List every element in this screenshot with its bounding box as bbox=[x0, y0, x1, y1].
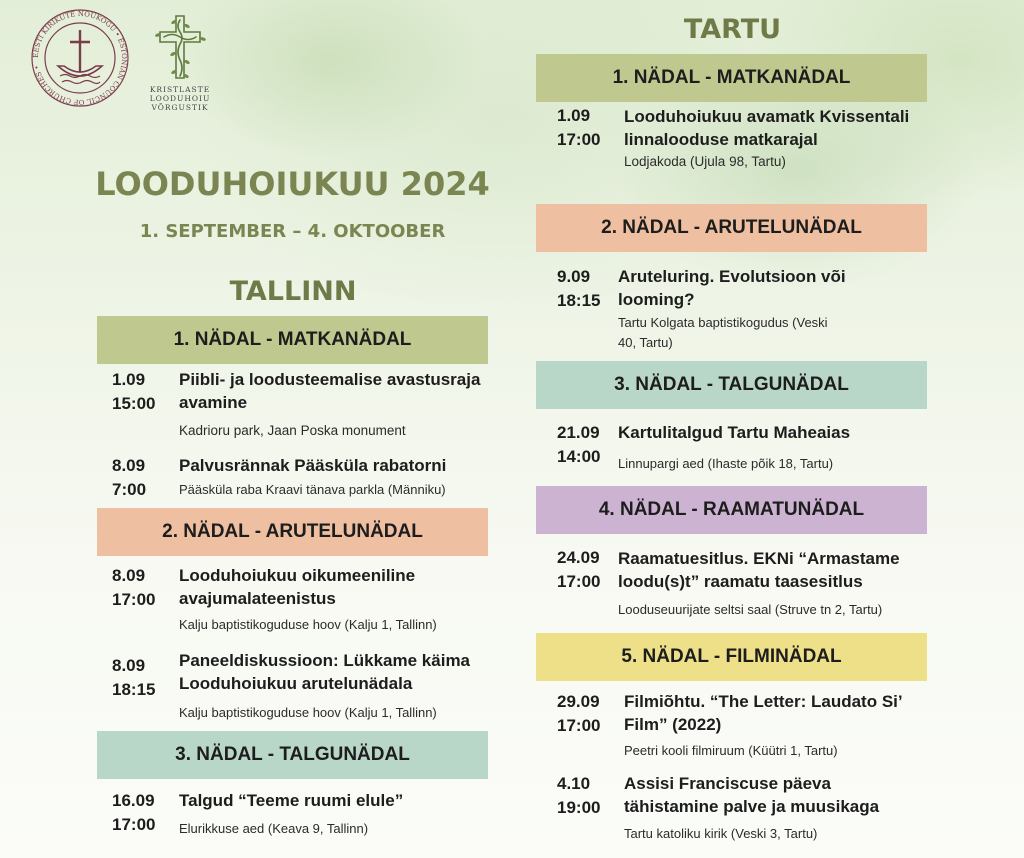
event-datetime bbox=[557, 421, 600, 469]
event-datetime bbox=[557, 690, 600, 738]
event-location: Looduseuurijate seltsi saal (Struve tn 2, Tartu) bbox=[618, 602, 883, 617]
event-title: Piibli- ja loodusteemalise avastusraja avamine bbox=[179, 370, 481, 412]
event-title: Palvusrännak Pääsküla rabatorni bbox=[179, 456, 447, 475]
tartu-week-5-band: 5. NÄDAL - FILMINÄDAL bbox=[536, 633, 927, 681]
event-location: Tartu Kolgata baptistikogudus (Veski 40, Tartu) bbox=[618, 315, 828, 350]
event-date: 16.09 bbox=[112, 791, 155, 810]
event-time: 17:00 bbox=[112, 590, 156, 609]
event-date: 8.09 bbox=[112, 456, 146, 475]
event-date: 24.09 bbox=[557, 548, 600, 567]
event-title: Looduhoiukuu oikumeeniline avajumalateenistus bbox=[179, 566, 416, 608]
event-datetime bbox=[112, 564, 155, 612]
event-location: Peetri kooli filmiruum (Küütri 1, Tartu) bbox=[624, 743, 838, 758]
event-location: Kalju baptistikoguduse hoov (Kalju 1, Tallinn) bbox=[179, 617, 437, 632]
kristlaste-looduhoiu-logo bbox=[150, 10, 210, 114]
event-title: Kartulitalgud Tartu Maheaias bbox=[618, 423, 851, 442]
event-datetime bbox=[557, 546, 600, 594]
event-datetime bbox=[557, 265, 600, 313]
event-time: 18:15 bbox=[112, 680, 156, 699]
kl-line-1: KRISTLASTE bbox=[149, 85, 211, 94]
page-title: LOODUHOIUKUU 2024 bbox=[95, 165, 490, 203]
event-title: Looduhoiukuu avamatk Kvissentali linnalooduse matkarajal bbox=[624, 107, 910, 149]
event-time: 15:00 bbox=[112, 394, 156, 413]
vine-cross-icon bbox=[150, 10, 210, 84]
event-location: Lodjakoda (Ujula 98, Tartu) bbox=[624, 154, 786, 169]
event-date: 29.09 bbox=[557, 692, 600, 711]
event-date: 8.09 bbox=[112, 656, 146, 675]
tartu-heading: TARTU bbox=[683, 14, 782, 45]
event-title: Talgud “Teeme ruumi elule” bbox=[179, 791, 404, 810]
tallinn-week-3-band: 3. NÄDAL - TALGUNÄDAL bbox=[97, 731, 488, 779]
event-date: 1.09 bbox=[557, 106, 591, 125]
event-date: 4.10 bbox=[557, 774, 591, 793]
event-time: 17:00 bbox=[557, 130, 601, 149]
event-date: 1.09 bbox=[112, 370, 146, 389]
event-title: Assisi Franciscuse päeva tähistamine palve ja muusikaga bbox=[624, 774, 880, 816]
tallinn-week-1-band: 1. NÄDAL - MATKANÄDAL bbox=[97, 316, 488, 364]
event-time: 7:00 bbox=[112, 480, 147, 499]
kristlaste-looduhoiu-text bbox=[140, 85, 220, 112]
event-title: Filmiõhtu. “The Letter: Laudato Si’ Film” (2022) bbox=[624, 692, 902, 734]
tallinn-week-2-band: 2. NÄDAL - ARUTELUNÄDAL bbox=[97, 508, 488, 556]
event-time: 17:00 bbox=[557, 572, 601, 591]
tartu-week-3-band: 3. NÄDAL - TALGUNÄDAL bbox=[536, 361, 927, 409]
tartu-week-4-band: 4. NÄDAL - RAAMATUNÄDAL bbox=[536, 486, 927, 534]
date-range: 1. SEPTEMBER – 4. OKTOOBER bbox=[139, 221, 446, 242]
event-datetime bbox=[112, 454, 146, 502]
event-datetime bbox=[112, 789, 155, 837]
event-date: 21.09 bbox=[557, 423, 600, 442]
event-date: 8.09 bbox=[112, 566, 146, 585]
event-time: 19:00 bbox=[557, 798, 601, 817]
event-date: 9.09 bbox=[557, 267, 591, 286]
event-time: 14:00 bbox=[557, 447, 601, 466]
event-location: Elurikkuse aed (Keava 9, Tallinn) bbox=[179, 821, 369, 836]
event-datetime bbox=[112, 368, 155, 416]
tallinn-heading: TALLINN bbox=[229, 276, 357, 307]
event-datetime bbox=[557, 104, 600, 152]
ekn-logo bbox=[30, 6, 130, 110]
event-title: Paneeldiskussioon: Lükkame käima Looduhoiukuu arutelunädala bbox=[179, 651, 471, 693]
tartu-week-2-band: 2. NÄDAL - ARUTELUNÄDAL bbox=[536, 204, 927, 252]
event-time: 17:00 bbox=[557, 716, 601, 735]
ekn-ring-text: EESTI KIRIKUTE NÕUKOGU • ESTONIAN COUNCIL OF CHURCHES • bbox=[31, 9, 129, 107]
event-location: Pääsküla raba Kraavi tänava parkla (Männiku) bbox=[179, 482, 446, 497]
event-title: Aruteluring. Evolutsioon või looming? bbox=[618, 267, 846, 309]
event-location: Kadrioru park, Jaan Poska monument bbox=[179, 423, 406, 438]
event-location: Kalju baptistikoguduse hoov (Kalju 1, Tallinn) bbox=[179, 705, 437, 720]
tartu-week-1-band: 1. NÄDAL - MATKANÄDAL bbox=[536, 54, 927, 102]
kl-line-2: LOODUHOIU bbox=[149, 94, 211, 103]
event-datetime bbox=[557, 772, 600, 820]
event-time: 18:15 bbox=[557, 291, 601, 310]
event-title: Raamatuesitlus. EKNi “Armastame loodu(s)t” raamatu taasesitlus bbox=[618, 549, 900, 591]
kl-line-3: VÕRGUSTIK bbox=[151, 103, 209, 112]
event-location: Tartu katoliku kirik (Veski 3, Tartu) bbox=[624, 826, 818, 841]
event-datetime bbox=[112, 654, 155, 702]
event-location: Linnupargi aed (Ihaste põik 18, Tartu) bbox=[618, 456, 834, 471]
event-time: 17:00 bbox=[112, 815, 156, 834]
